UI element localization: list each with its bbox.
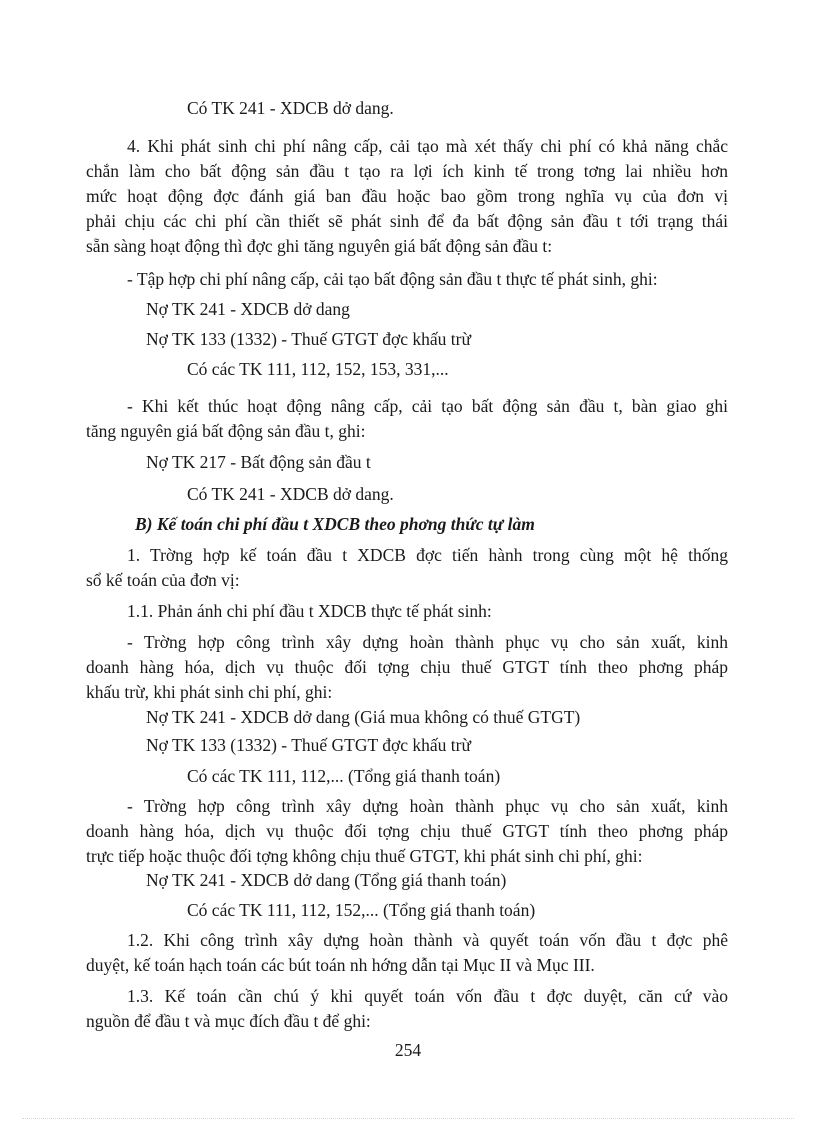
entry-credit: Có các TK 111, 112, 152,... (Tổng giá thanh toán) [187, 900, 536, 920]
paragraph-line: mức hoạt động đợc đánh giá ban đầu hoặc bao gồm trong nghĩa vụ của đơn vị [86, 186, 728, 206]
paragraph-line: sổ kế toán của đơn vị: [86, 570, 240, 590]
entry-credit: Có các TK 111, 112, 152, 153, 331,... [187, 359, 449, 379]
entry-debit: Nợ TK 217 - Bất động sản đầu t [146, 452, 371, 472]
paragraph-line: - Trờng hợp công trình xây dựng hoàn thành phục vụ cho sản xuất, kinh [127, 796, 728, 816]
text-line: Có TK 241 - XDCB dở dang. [187, 98, 394, 118]
paragraph-line: 1. Trờng hợp kế toán đầu t XDCB đợc tiến hành trong cùng một hệ thống [127, 545, 728, 565]
section-heading: B) Kế toán chi phí đầu t XDCB theo phơng thức tự làm [135, 514, 535, 534]
entry-debit: Nợ TK 241 - XDCB dở dang (Giá mua không có thuế GTGT) [146, 707, 581, 727]
paragraph-line: tăng nguyên giá bất động sản đầu t, ghi: [86, 421, 366, 441]
entry-debit: Nợ TK 133 (1332) - Thuế GTGT đợc khấu trừ [146, 735, 471, 755]
paragraph-line: doanh hàng hóa, dịch vụ thuộc đối tợng chịu thuế GTGT tính theo phơng pháp [86, 657, 728, 677]
paragraph-line: phải chịu các chi phí cần thiết sẽ phát sinh để đa bất động sản đầu t tới trạng thái [86, 211, 728, 231]
paragraph-line: duyệt, kế toán hạch toán các bút toán nh hớng dẫn tại Mục II và Mục III. [86, 955, 595, 975]
paragraph-line: nguồn để đầu t và mục đích đầu t để ghi: [86, 1011, 371, 1031]
paragraph-line: chắn làm cho bất động sản đầu t tạo ra lợi ích kinh tế trong tơng lai nhiều hơn [86, 161, 728, 181]
entry-debit: Nợ TK 241 - XDCB dở dang (Tổng giá thanh toán) [146, 870, 507, 890]
paragraph-line: 4. Khi phát sinh chi phí nâng cấp, cải tạo mà xét thấy chi phí có khả năng chắc [127, 136, 728, 156]
paragraph-line: doanh hàng hóa, dịch vụ thuộc đối tợng chịu thuế GTGT tính theo phơng pháp [86, 821, 728, 841]
entry-debit: Nợ TK 133 (1332) - Thuế GTGT đợc khấu trừ [146, 329, 471, 349]
entry-credit: Có các TK 111, 112,... (Tổng giá thanh toán) [187, 766, 501, 786]
entry-credit: Có TK 241 - XDCB dở dang. [187, 484, 394, 504]
paragraph-line: trực tiếp hoặc thuộc đối tợng không chịu thuế GTGT, khi phát sinh chi phí, ghi: [86, 846, 643, 866]
footer-divider [22, 1118, 794, 1119]
paragraph-line: - Khi kết thúc hoạt động nâng cấp, cải tạo bất động sản đầu t, bàn giao ghi [127, 396, 728, 416]
paragraph-line: 1.2. Khi công trình xây dựng hoàn thành và quyết toán vốn đầu t đợc phê [127, 930, 728, 950]
entry-debit: Nợ TK 241 - XDCB dở dang [146, 299, 350, 319]
paragraph-line: - Trờng hợp công trình xây dựng hoàn thành phục vụ cho sản xuất, kinh [127, 632, 728, 652]
text-line: - Tập hợp chi phí nâng cấp, cải tạo bất động sản đầu t thực tế phát sinh, ghi: [127, 269, 658, 289]
paragraph-line: khấu trừ, khi phát sinh chi phí, ghi: [86, 682, 333, 702]
subheading: 1.1. Phản ánh chi phí đầu t XDCB thực tế phát sinh: [127, 601, 492, 621]
paragraph-line: sẵn sàng hoạt động thì đợc ghi tăng nguyên giá bất động sản đầu t: [86, 236, 553, 256]
paragraph-line: 1.3. Kế toán cần chú ý khi quyết toán vốn đầu t đợc duyệt, căn cứ vào [127, 986, 728, 1006]
page-number: 254 [394, 1040, 422, 1060]
